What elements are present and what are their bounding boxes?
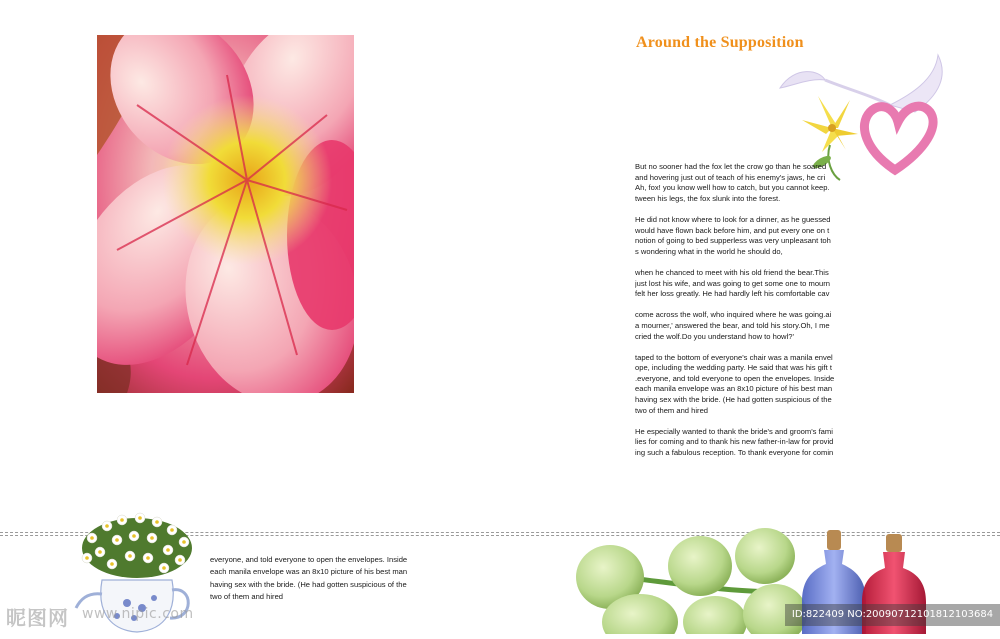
text-line: notion of going to bed supperless was very unpleasant toh: [635, 236, 831, 246]
page-title: Around the Supposition: [636, 34, 804, 51]
flower-photo: [97, 35, 354, 393]
watermark-url: www.nipic.com: [82, 606, 194, 622]
text-line: a mourner,' answered the bear, and told his story.Oh, I me: [635, 320, 830, 330]
text-line: ing such a fabulous reception. To thank everyone for comin: [635, 448, 834, 458]
text-line: He especially wanted to thank the bride's and groom's fami: [635, 426, 833, 436]
watermark-logo: 昵图网: [6, 606, 69, 630]
caption-line: everyone, and told everyone to open the envelopes. Inside: [210, 555, 408, 564]
caption-line: two of them and hired: [210, 592, 284, 602]
text-line: taped to the bottom of everyone's chair was a manila envel: [635, 352, 833, 362]
text-line: s wondering what in the world he should do,: [635, 246, 783, 256]
text-line: and hovering just out of teach of his enemy's jaws, he cri: [635, 172, 826, 182]
article-paragraph: [635, 353, 847, 417]
text-line: tween his legs, the fox slunk into the forest.: [635, 193, 781, 203]
article-body: [635, 162, 847, 469]
image-id-label: ID:822409 NO:20090712101812103684: [785, 604, 1000, 626]
text-line: each manila envelope was an 8x10 picture of his best man: [635, 384, 833, 394]
text-line: would have flown back before him, and put every one on t: [635, 225, 830, 235]
bottom-caption: [210, 554, 425, 604]
hibiscus-flower-image: [97, 35, 354, 393]
caption-line: having sex with the bride. (He had gotten suspicious of the: [210, 579, 407, 589]
text-line: come across the wolf, who inquired where he was going.ai: [635, 310, 832, 320]
article-paragraph: [635, 162, 847, 204]
article-paragraph: [635, 268, 847, 300]
text-line: two of them and hired: [635, 405, 709, 415]
text-line: lies for coming and to thank his new father-in-law for provid: [635, 437, 834, 447]
text-line: ope, including the wedding party. He said that was his gift t: [635, 363, 832, 373]
article-paragraph: [635, 215, 847, 257]
text-line: cried the wolf.Do you understand how to howl?': [635, 331, 794, 341]
article-paragraph: [635, 427, 847, 459]
text-line: having sex with the bride. (He had gotten suspicious of the: [635, 395, 832, 405]
text-line: He did not know where to look for a dinner, as he guessed: [635, 214, 831, 224]
article-paragraph: [635, 310, 847, 342]
text-line: when he chanced to meet with his old friend the bear.This: [635, 267, 829, 277]
caption-line: each manila envelope was an 8x10 picture of his best man: [210, 567, 408, 577]
text-line: felt her loss greatly. He had hardly left his comfortable cav: [635, 289, 830, 299]
text-line: Ah, fox! you know well how to catch, but you cannot keep.: [635, 183, 830, 193]
text-line: But no sooner had the fox let the crow go than he soared: [635, 162, 827, 171]
text-line: just lost his wife, and was going to get some one to mourn: [635, 278, 831, 288]
text-line: .everyone, and told everyone to open the envelopes. Inside: [635, 373, 835, 383]
